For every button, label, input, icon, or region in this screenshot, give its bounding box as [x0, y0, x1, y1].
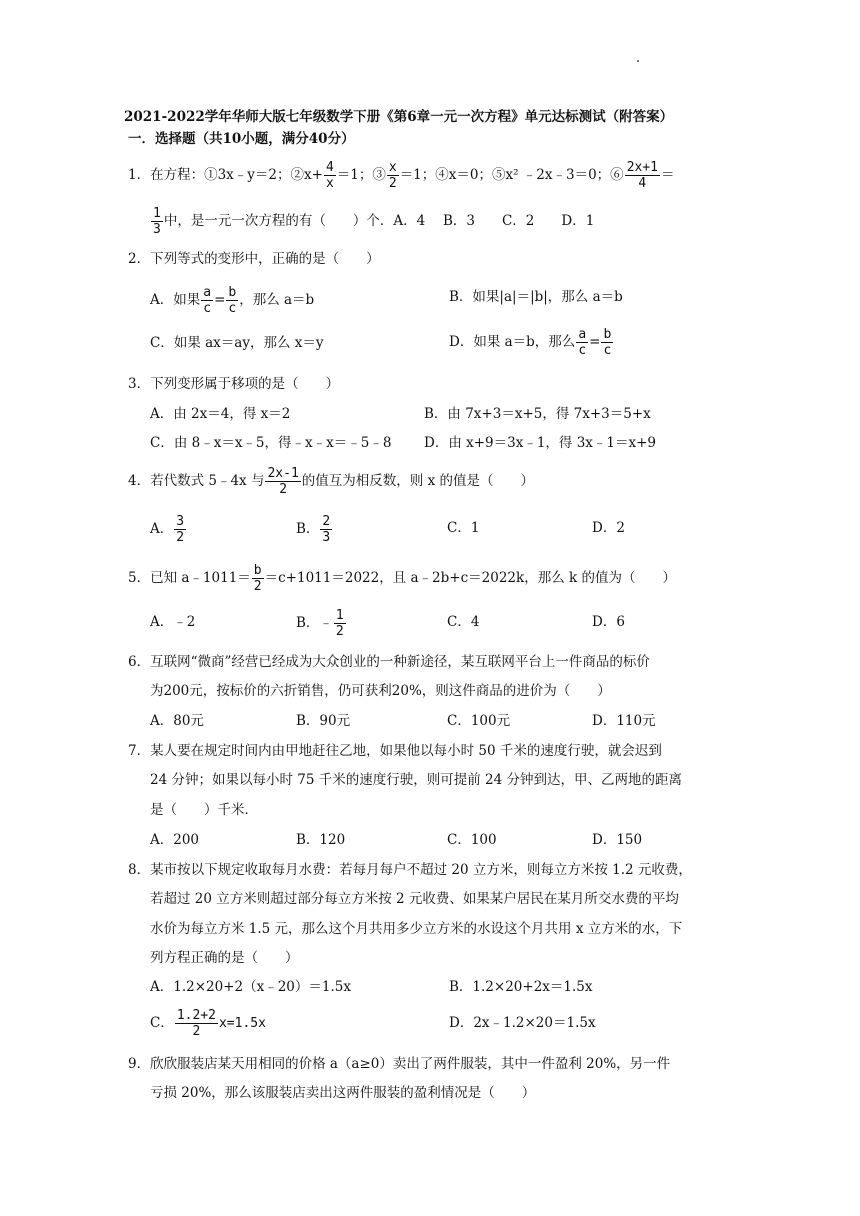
question-2-option-c: C．如果 ax＝ay，那么 x＝y	[150, 335, 324, 351]
fraction: $\frac{b}{c}$	[228, 285, 237, 316]
question-4-option-b: B． $\frac{2}{3}$	[296, 514, 331, 545]
question-5-option-a: A．﹣2	[150, 614, 196, 630]
question-6-option-c: C．100元	[447, 713, 511, 729]
question-3-option-d: D．由 x+9＝3x﹣1，得 3x﹣1＝x+9	[424, 435, 657, 451]
question-8-option-c: C． $\frac{1.2+2}{2}$ x=1.5x	[150, 1008, 266, 1039]
question-7-line-1: 7．某人要在规定时间内由甲地赶往乙地，如果他以每小时 50 千米的速度行驶，就会迟到	[128, 743, 662, 759]
question-2-option-a: A．如果 $\frac{a}{c}$ = $\frac{b}{c}$ ，那么 a＝b	[150, 285, 315, 316]
question-6-option-d: D．110元	[592, 713, 656, 729]
fraction: $\frac{2}{3}$	[322, 514, 331, 545]
question-6-line-2: 为200元，按标价的六折销售，仍可获利20%，则这件商品的进价为（ ）	[150, 683, 611, 699]
document-title: 2021-2022学年华师大版七年级数学下册《第6章一元一次方程》单元达标测试（附答案）	[124, 109, 674, 125]
question-4-stem: 4．若代数式 5﹣4x 与 $\frac{2x-1}{2}$ 的值互为相反数，则 x 的值是（ ）	[128, 466, 534, 497]
question-2-option-d: D．如果 a＝b，那么 $\frac{a}{c}$ = $\frac{b}{c}$	[449, 327, 612, 358]
question-7-option-b: B．120	[296, 832, 346, 848]
fraction: $\frac{b}{2}$	[253, 563, 262, 594]
question-5-stem: 5．已知 a﹣1011＝ $\frac{b}{2}$ ＝c+1011＝2022，且 a﹣2b+c＝2022k，那么 k 的值为（ ）	[128, 563, 676, 594]
question-8-line-2: 若超过 20 立方米则超过部分每立方米按 2 元收费、如果某户居民在某月所交水费的平均	[150, 891, 679, 907]
question-7-option-c: C．100	[447, 832, 497, 848]
fraction: $\frac{a}{c}$	[578, 327, 587, 358]
question-4-option-c: C．1	[447, 520, 480, 536]
question-7-line-2: 24 分钟；如果以每小时 75 千米的速度行驶，则可提前 24 分钟到达，甲、乙两地的距离	[150, 772, 682, 788]
question-5-option-b: B．﹣ $\frac{1}{2}$	[296, 608, 344, 639]
question-3-option-a: A．由 2x＝4，得 x＝2	[150, 406, 291, 422]
question-8-option-d: D．2x﹣1.2×20＝1.5x	[449, 1015, 596, 1031]
fraction: $\frac{1.2+2}{2}$	[176, 1008, 216, 1039]
question-4-option-a: A． $\frac{3}{2}$	[150, 514, 185, 545]
question-9-line-2: 亏损 20%，那么该服装店卖出这两件服装的盈利情况是（ ）	[150, 1085, 536, 1101]
question-8-option-a: A．1.2×20+2（x﹣20）＝1.5x	[150, 979, 351, 995]
question-1-line-1: 1．在方程：①3x﹣y＝2；②x+ $\frac{4}{x}$ ＝1；③ $\frac{x}{2}$ ＝1；④x＝0；⑤x² ﹣2x﹣3＝0；⑥ $\frac{2x+1}{4}$ ＝	[128, 160, 675, 191]
question-3-option-b: B．由 7x+3＝x+5，得 7x+3＝5+x	[424, 406, 651, 422]
question-7-option-d: D．150	[592, 832, 643, 848]
question-6-line-1: 6．互联网“微商”经营已经成为大众创业的一种新途径，某互联网平台上一件商品的标价	[128, 654, 650, 670]
question-2-option-b: B．如果|a|＝|b|，那么 a＝b	[449, 289, 623, 305]
question-5-option-c: C．4	[447, 614, 480, 630]
fraction: $\frac{3}{2}$	[176, 514, 185, 545]
question-8-line-4: 列方程正确的是（ ）	[150, 950, 299, 966]
fraction: $\frac{2x-1}{2}$	[267, 466, 299, 497]
question-3-stem: 3．下列变形属于移项的是（ ）	[128, 376, 340, 392]
question-8-line-1: 8．某市按以下规定收取每月水费：若每月每户不超过 20 立方米，则每立方米按 1.2 元收费，	[128, 862, 692, 878]
question-5-option-d: D．6	[592, 614, 625, 630]
question-8-option-b: B．1.2×20+2x＝1.5x	[449, 979, 593, 995]
question-6-option-a: A．80元	[150, 713, 204, 729]
question-2-stem: 2．下列等式的变形中，正确的是（ ）	[128, 251, 380, 267]
fraction: $\frac{x}{2}$	[388, 160, 397, 191]
fraction: $\frac{4}{x}$	[325, 160, 334, 191]
question-6-option-b: B．90元	[296, 713, 351, 729]
scan-dot	[637, 60, 639, 62]
fraction: $\frac{a}{c}$	[203, 285, 212, 316]
question-7-line-3: 是（ ）千米．	[150, 802, 258, 818]
question-3-option-c: C．由 8﹣x＝x﹣5，得﹣x﹣x＝﹣5﹣8	[150, 435, 392, 451]
fraction: $\frac{1}{2}$	[335, 608, 344, 639]
fraction: $\frac{2x+1}{4}$	[626, 160, 658, 191]
question-1-line-2: $\frac{1}{3}$ 中，是一元一次方程的有（ ）个．A．4 B．3 C．2 D．1	[153, 206, 595, 237]
fraction: $\frac{b}{c}$	[603, 327, 612, 358]
question-4-option-d: D．2	[592, 520, 625, 536]
question-8-line-3: 水价为每立方米 1.5 元，那么这个月共用多少立方米的水设这个月共用 x 立方米的水，下	[150, 921, 683, 937]
fraction: $\frac{1}{3}$	[153, 206, 161, 237]
section-heading: 一．选择题（共10小题，满分40分）	[128, 131, 355, 147]
question-9-line-1: 9．欣欣服装店某天用相同的价格 a（a≥0）卖出了两件服装，其中一件盈利 20%，另一件	[128, 1056, 671, 1072]
question-7-option-a: A．200	[150, 832, 200, 848]
